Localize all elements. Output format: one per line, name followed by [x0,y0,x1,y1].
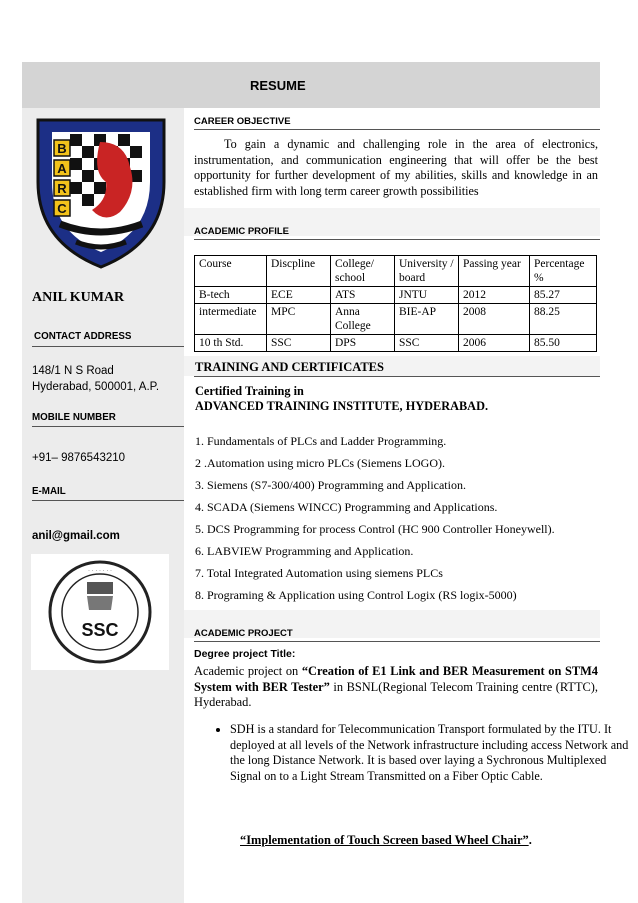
project-rest: in BSNL(Regional Telecom Training centre (RTTC), Hyderabad. [194,679,598,709]
svg-text:A: A [57,161,67,176]
training-item: 8. Programing & Application using Control Logix (RS logix-5000) [195,588,517,602]
table-cell: 2008 [459,304,530,335]
mobile-number: +91– 9876543210 [32,452,126,464]
table-cell: Anna College [331,304,395,335]
address-line-1: 148/1 N S Road [32,365,114,377]
svg-text:B: B [57,141,67,156]
table-cell: B-tech [195,287,267,304]
divider [32,346,184,347]
table-cell: MPC [267,304,331,335]
svg-text:C: C [57,201,67,216]
svg-text:R: R [57,181,67,196]
divider [194,129,600,130]
table-cell: intermediate [195,304,267,335]
project-description [194,664,598,711]
ssc-logo [31,554,169,670]
divider [194,239,600,240]
email-address[interactable]: anil@gmail.com [32,530,120,542]
academic-table [194,255,597,352]
table-header-row [195,256,597,287]
table-header-cell: Course [195,256,267,287]
header-bar [22,62,600,108]
table-row [195,287,597,304]
table-header-cell: College/ school [331,256,395,287]
table-cell: DPS [331,335,395,352]
address-line-2: Hyderabad, 500001, A.P. [32,381,160,393]
divider [194,376,600,377]
training-label: TRAINING AND CERTIFICATES [195,360,384,374]
divider [194,641,600,642]
list-item: • SDH is a standard for Telecommunication Transport formulated by the ITU. It deployed at all levels of the Network infrastructure including access Network and the long Distance Network. It is based over laying a Sychronous Multiplexed Signal on to a Light Stream Transmitted on a Fiber Optic Cable. [230,722,632,784]
table-header-cell: Discpline [267,256,331,287]
table-cell: 2012 [459,287,530,304]
email-label: E-MAIL [32,486,66,497]
career-objective-label: CAREER OBJECTIVE [194,116,291,127]
second-project-title [240,833,532,848]
divider [32,426,184,427]
training-item: 2 .Automation using micro PLCs (Siemens LOGO). [195,456,445,470]
contact-address-label: CONTACT ADDRESS [34,331,132,342]
table-row [195,335,597,352]
second-project-title-end: . [528,833,532,847]
mobile-number-label: MOBILE NUMBER [32,412,116,423]
project-intro: Academic project on [194,664,302,678]
cert-line-1: Certified Training in [195,384,304,398]
barc-logo [30,112,172,272]
divider [32,500,184,501]
degree-project-label: Degree project Title: [194,648,296,660]
table-cell: SSC [395,335,459,352]
academic-profile-label: ACADEMIC PROFILE [194,226,289,237]
training-item: 7. Total Integrated Automation using siemens PLCs [195,566,443,580]
page-title: RESUME [250,78,306,93]
project-title: “Creation of E1 Link and BER Measurement on STM4 System with BER Tester” [194,664,598,694]
cert-line-2: ADVANCED TRAINING INSTITUTE, HYDERABAD. [195,399,489,413]
table-cell: BIE-AP [395,304,459,335]
table-cell: ATS [331,287,395,304]
table-header-cell: Percentage % [530,256,597,287]
training-item: 1. Fundamentals of PLCs and Ladder Programming. [195,434,447,448]
table-header-cell: University / board [395,256,459,287]
table-cell: 2006 [459,335,530,352]
candidate-name: ANIL KUMAR [32,290,125,305]
training-item: 5. DCS Programming for process Control (HC 900 Controller Honeywell). [195,522,555,536]
training-item: 3. Siemens (S7-300/400) Programming and Application. [195,478,466,492]
project-bullet-list [196,722,632,784]
table-cell: 85.50 [530,335,597,352]
table-cell: SSC [267,335,331,352]
table-cell: 85.27 [530,287,597,304]
table-cell: 10 th Std. [195,335,267,352]
table-row [195,304,597,335]
training-item: 6. LABVIEW Programming and Application. [195,544,414,558]
table-cell: 88.25 [530,304,597,335]
svg-text:SSC: SSC [81,620,119,640]
training-item: 4. SCADA (Siemens WINCC) Programming and Applications. [195,500,498,514]
career-objective-text: To gain a dynamic and challenging role in the area of electronics, instrumentation, and communication engineering that will offer be the best opportunity for further development of my abilities, skills and knowledge in an established firm with long term career growth possibilities [194,137,598,198]
second-project-title-text: “Implementation of Touch Screen based Wheel Chair” [240,833,529,847]
table-header-cell: Passing year [459,256,530,287]
svg-text:· · · · · · ·: · · · · · · · [88,568,112,574]
table-cell: ECE [267,287,331,304]
table-cell: JNTU [395,287,459,304]
academic-project-label: ACADEMIC PROJECT [194,628,293,639]
